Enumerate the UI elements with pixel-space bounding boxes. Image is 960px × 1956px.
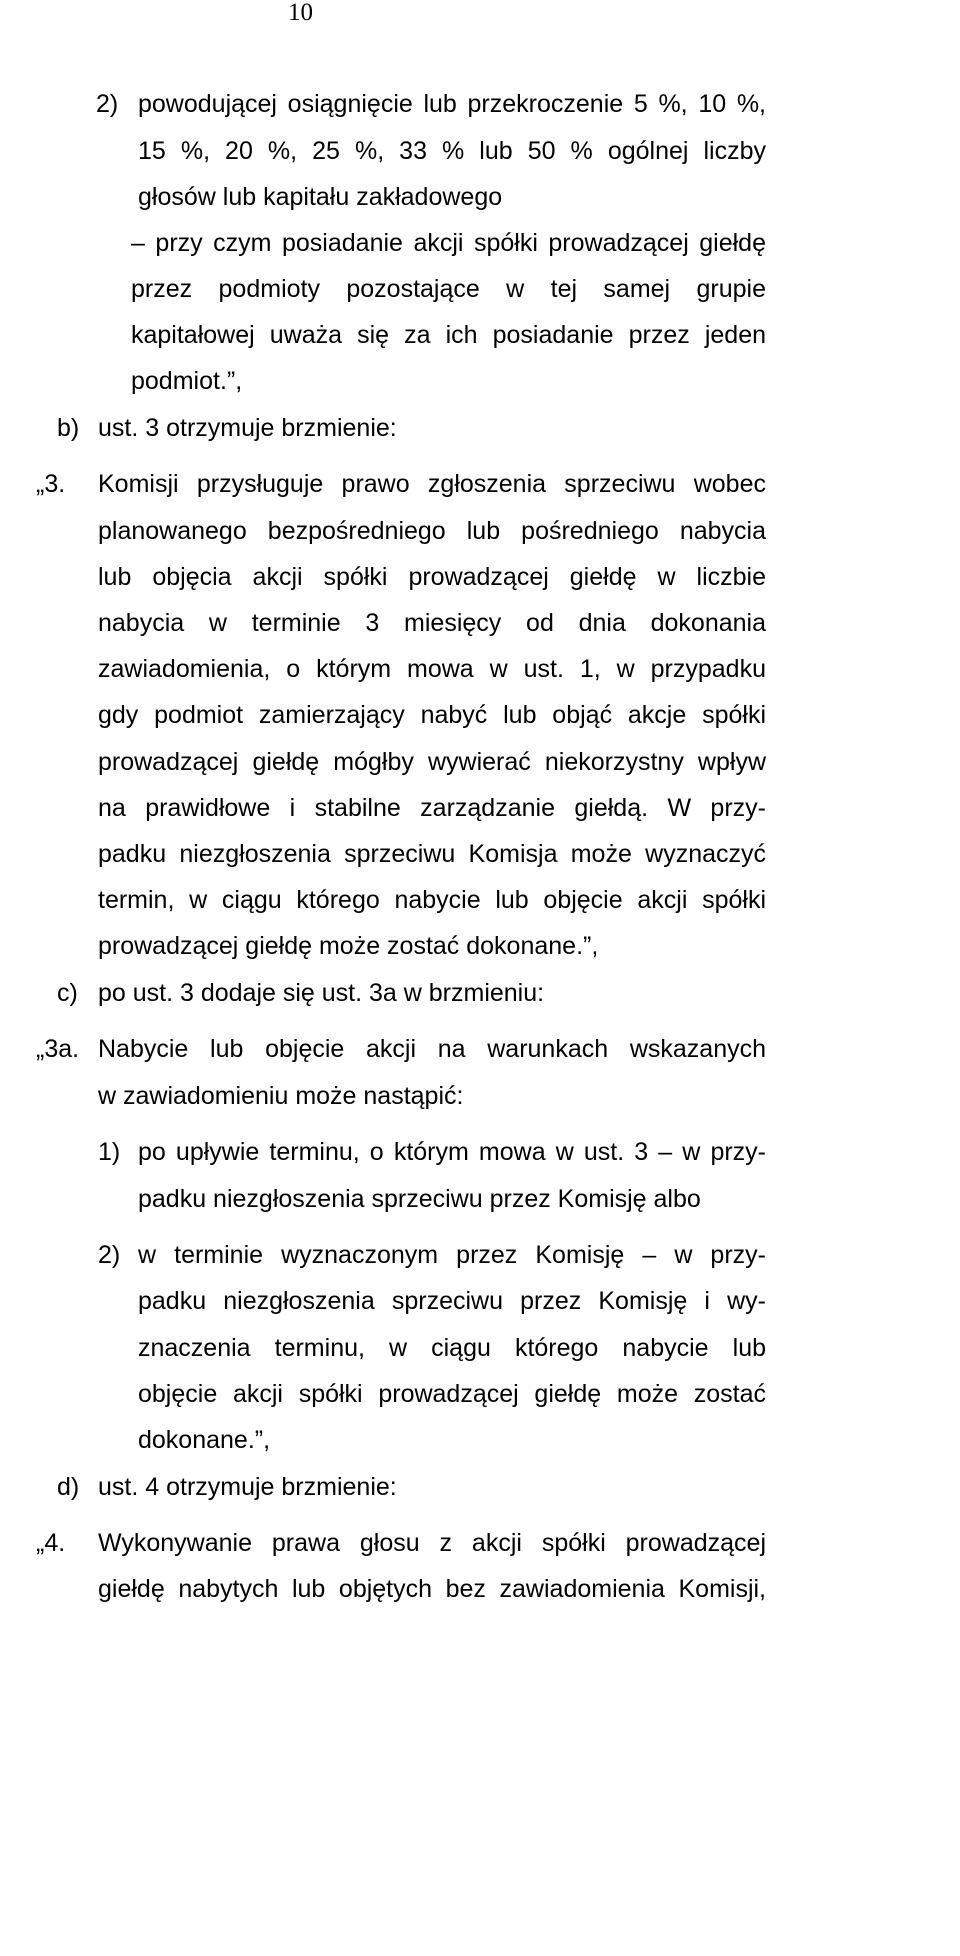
c-marker: c)	[57, 979, 78, 1007]
item-2-line: przez podmioty pozostające w tej samej grupie	[131, 275, 766, 303]
p3a-item1-marker: 1)	[98, 1138, 121, 1166]
item-2-line: – przy czym posiadanie akcji spółki prowadzącej giełdę	[131, 229, 766, 257]
item-2-line: powodującej osiągnięcie lub przekroczenie 5 %, 10 %,	[138, 90, 766, 118]
p3-line: padku niezgłoszenia sprzeciwu Komisja może wyznaczyć	[98, 840, 766, 868]
p3a-item2-line: dokonane.”,	[138, 1426, 271, 1454]
p3a-item1-line: po upływie terminu, o którym mowa w ust. 3 – w przy-	[138, 1138, 766, 1166]
item-2-line: podmiot.”,	[131, 367, 243, 395]
p3a-marker: „3a.	[36, 1035, 80, 1063]
p3-line: prowadzącej giełdę może zostać dokonane.”,	[98, 932, 599, 960]
item-2-line: głosów lub kapitału zakładowego	[138, 183, 503, 211]
p3a-item2-line: w terminie wyznaczonym przez Komisję – w przy-	[138, 1241, 766, 1269]
d-marker: d)	[57, 1473, 80, 1501]
p3-line: zawiadomienia, o którym mowa w ust. 1, w przypadku	[98, 655, 766, 683]
c-text: po ust. 3 dodaje się ust. 3a w brzmieniu:	[98, 979, 545, 1007]
p3a-item2-marker: 2)	[98, 1241, 121, 1269]
p3-line: lub objęcia akcji spółki prowadzącej giełdę w liczbie	[98, 563, 766, 591]
p3a-item2-line: objęcie akcji spółki prowadzącej giełdę może zostać	[138, 1380, 766, 1408]
p3-line: termin, w ciągu którego nabycie lub objęcie akcji spółki	[98, 886, 766, 914]
p3-line: prowadzącej giełdę mógłby wywierać niekorzystny wpływ	[98, 748, 766, 776]
p3a-item2-line: padku niezgłoszenia sprzeciwu przez Komisję i wy-	[138, 1287, 766, 1315]
p3a-item2-line: znaczenia terminu, w ciągu którego nabycie lub	[138, 1334, 766, 1362]
page-number: 10	[288, 0, 313, 26]
p3-line: nabycia w terminie 3 miesięcy od dnia dokonania	[98, 609, 766, 637]
p3-line: Komisji przysługuje prawo zgłoszenia sprzeciwu wobec	[98, 470, 766, 498]
p3-line: na prawidłowe i stabilne zarządzanie giełdą. W przy-	[98, 794, 766, 822]
b-marker: b)	[57, 414, 80, 442]
p3a-line: Nabycie lub objęcie akcji na warunkach wskazanych	[98, 1035, 766, 1063]
p3-line: gdy podmiot zamierzający nabyć lub objąć akcje spółki	[98, 701, 766, 729]
item-2-line: kapitałowej uważa się za ich posiadanie przez jeden	[131, 321, 766, 349]
p3-marker: „3.	[36, 470, 66, 498]
p4-line: Wykonywanie prawa głosu z akcji spółki prowadzącej	[98, 1529, 766, 1557]
p3a-item1-line: padku niezgłoszenia sprzeciwu przez Komisję albo	[138, 1185, 701, 1213]
p4-marker: „4.	[36, 1529, 66, 1557]
b-text: ust. 3 otrzymuje brzmienie:	[98, 414, 397, 442]
p4-line: giełdę nabytych lub objętych bez zawiadomienia Komisji,	[98, 1575, 766, 1603]
item-2-line: 15 %, 20 %, 25 %, 33 % lub 50 % ogólnej liczby	[138, 137, 766, 165]
d-text: ust. 4 otrzymuje brzmienie:	[98, 1473, 397, 1501]
item-2-marker: 2)	[96, 90, 119, 118]
p3a-line: w zawiadomieniu może nastąpić:	[98, 1082, 464, 1110]
p3-line: planowanego bezpośredniego lub pośredniego nabycia	[98, 517, 766, 545]
